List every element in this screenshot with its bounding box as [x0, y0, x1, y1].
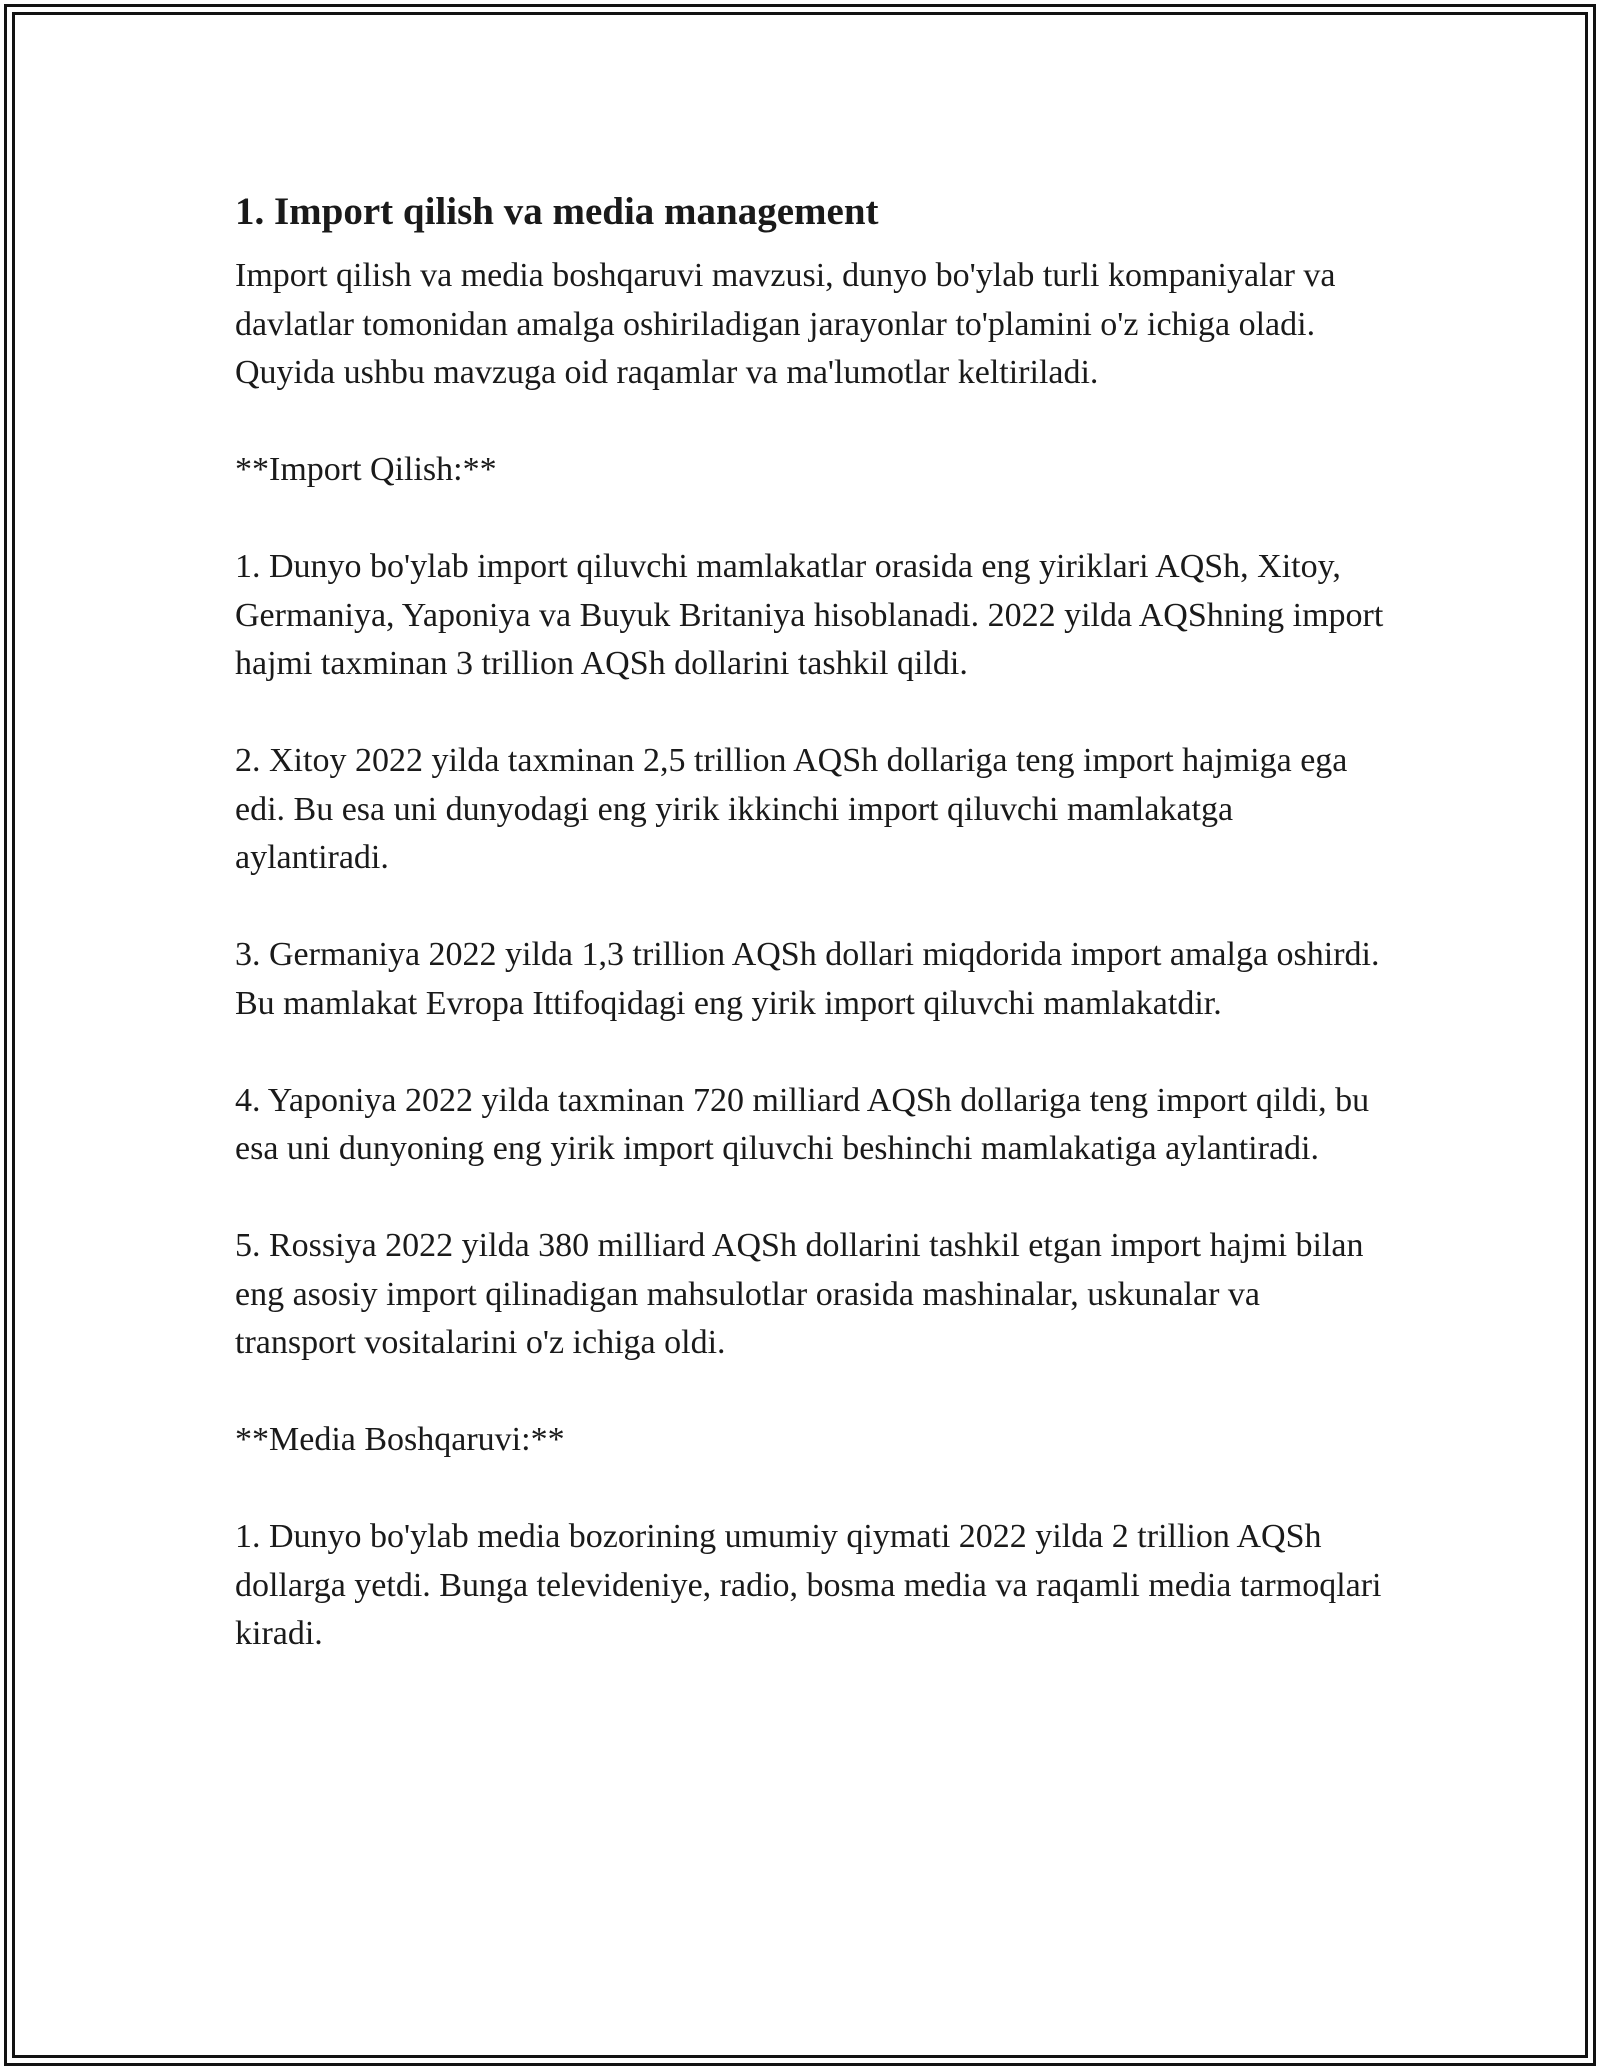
document-body: [235, 186, 1385, 1707]
section-heading-import: **Import Qilish:**: [235, 451, 497, 488]
media-item-1: 1. Dunyo bo'ylab media bozorining umumiy qiymati 2022 yilda 2 trillion AQSh dollarga yetdi. Bunga televideniye, radio, bosma media va raqamli media tarmoqlari kiradi.: [235, 1518, 1382, 1652]
import-item-2: 2. Xitoy 2022 yilda taxminan 2,5 trillion AQSh dollariga teng import hajmiga ega edi. Bu esa uni dunyodagi eng yirik ikkinchi import qiluvchi mamlakatga aylantiradi.: [235, 742, 1348, 876]
import-item-5: 5. Rossiya 2022 yilda 380 milliard AQSh dollarini tashkil etgan import hajmi bilan eng asosiy import qilinadigan mahsulotlar orasida mashinalar, uskunalar va transport vositalarini o'z ichiga oldi.: [235, 1227, 1364, 1361]
section-heading-media: **Media Boshqaruvi:**: [235, 1421, 565, 1458]
document-title: 1. Import qilish va media management: [235, 190, 879, 233]
import-item-4: 4. Yaponiya 2022 yilda taxminan 720 milliard AQSh dollariga teng import qildi, bu esa uni dunyoning eng yirik import qiluvchi beshinchi mamlakatiga aylantiradi.: [235, 1081, 1370, 1167]
intro-paragraph: Import qilish va media boshqaruvi mavzusi, dunyo bo'ylab turli kompaniyalar va davlatlar tomonidan amalga oshiriladigan jarayonlar to'plamini o'z ichiga oladi. Quyida ushbu mavzuga oid raqamlar va ma'lumotlar keltiriladi.: [235, 257, 1336, 391]
import-item-3: 3. Germaniya 2022 yilda 1,3 trillion AQSh dollari miqdorida import amalga oshirdi. Bu mamlakat Evropa Ittifoqidagi eng yirik import qiluvchi mamlakatdir.: [235, 936, 1380, 1022]
import-item-1: 1. Dunyo bo'ylab import qiluvchi mamlakatlar orasida eng yiriklari AQSh, Xitoy, Germaniya, Yaponiya va Buyuk Britaniya hisoblanadi. 2022 yilda AQShning import hajmi taxminan 3 trillion AQSh dollarini tashkil qildi.: [235, 548, 1384, 682]
